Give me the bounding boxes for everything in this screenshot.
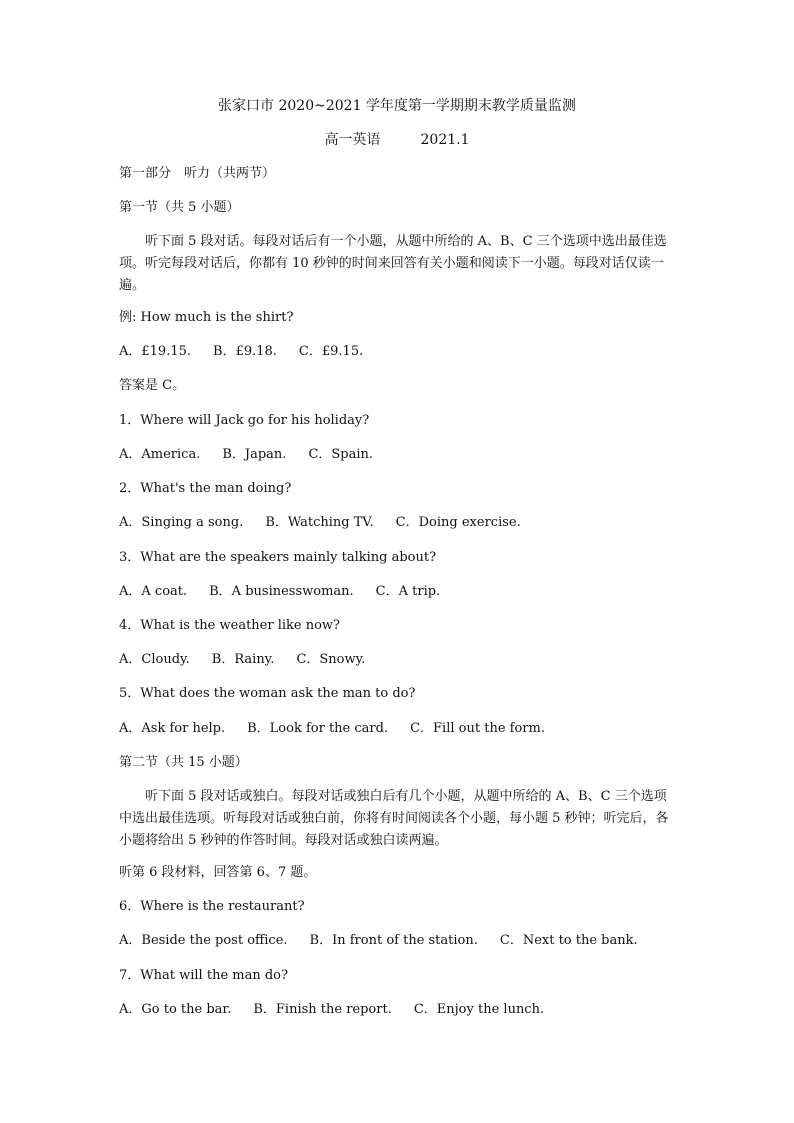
question-2-options	[119, 515, 521, 531]
exam-subtitle	[0, 131, 794, 149]
question-6: 6．Where is the restaurant?	[119, 899, 305, 914]
section1-heading: 第一节（共 5 小题）	[119, 200, 240, 215]
option-b: B．Rainy.	[211, 652, 275, 667]
option-a: A．Ask for help.	[119, 721, 226, 736]
example-question: 例: How much is the shirt?	[119, 310, 294, 325]
example-answer: 答案是 C。	[119, 378, 186, 393]
option-b: B．Japan.	[222, 447, 287, 462]
question-4: 4．What is the weather like now?	[119, 618, 341, 633]
exam-date: 2021.1	[420, 132, 470, 148]
question-6-options	[119, 933, 638, 949]
option-b: B．In front of the station.	[309, 933, 478, 948]
question-5: 5．What does the woman ask the man to do?	[119, 686, 416, 701]
part1-heading: 第一部分 听力（共两节）	[119, 166, 276, 181]
option-a: A．Singing a song.	[119, 515, 244, 530]
option-a: A．Go to the bar.	[119, 1002, 232, 1017]
section2-heading: 第二节（共 15 小题）	[119, 755, 248, 770]
option-b: B．A businesswoman.	[209, 584, 354, 599]
question-1: 1．Where will Jack go for his holiday?	[119, 413, 370, 428]
question-1-options	[119, 447, 373, 463]
question-7-options	[119, 1002, 544, 1018]
option-c: C．Next to the bank.	[499, 933, 638, 948]
option-b: B．Look for the card.	[247, 721, 389, 736]
section2-instructions: 听下面 5 段对话或独白。每段对话或独白后有几个小题，从题中所给的 A、B、C 三个选项中选出最佳选项。听每段对话或独白前，你将有时间阅读各个小题，每小题 5 秒钟；听完后，各小题将给出 5 秒钟的作答时间。每段对话或独白读两遍。	[119, 789, 669, 848]
option-b: B．£9.18.	[213, 344, 277, 359]
option-c: C．A trip.	[375, 584, 441, 599]
material-note: 听第 6 段材料，回答第 6、7 题。	[119, 865, 317, 880]
question-3-options	[119, 584, 440, 600]
option-a: A．Beside the post office.	[119, 933, 288, 948]
option-c: C．Snowy.	[296, 652, 366, 667]
option-a: A．A coat.	[119, 584, 188, 599]
option-a: A．America.	[119, 447, 201, 462]
question-3: 3．What are the speakers mainly talking about?	[119, 550, 437, 565]
option-b: B．Finish the report.	[253, 1002, 392, 1017]
option-b: B．Watching TV.	[265, 515, 374, 530]
option-a: A．£19.15.	[119, 344, 192, 359]
question-4-options	[119, 652, 365, 668]
option-a: A．Cloudy.	[119, 652, 190, 667]
option-c: C．£9.15.	[298, 344, 364, 359]
option-c: C．Doing exercise.	[395, 515, 521, 530]
question-7: 7．What will the man do?	[119, 968, 288, 983]
option-c: C．Fill out the form.	[410, 721, 545, 736]
example-options	[119, 344, 363, 360]
section1-instructions: 听下面 5 段对话。每段对话后有一个小题，从题中所给的 A、B、C 三个选项中选出最佳选项。听完每段对话后，你都有 10 秒钟的时间来回答有关小题和阅读下一小题。每段对话仅读一遍。	[119, 234, 667, 293]
exam-title: 张家口市 2020~2021 学年度第一学期期末教学质量监测	[218, 98, 576, 114]
question-5-options	[119, 721, 545, 737]
subject-label: 高一英语	[324, 132, 381, 148]
question-2: 2．What's the man doing?	[119, 481, 292, 496]
option-c: C．Enjoy the lunch.	[413, 1002, 545, 1017]
option-c: C．Spain.	[308, 447, 374, 462]
